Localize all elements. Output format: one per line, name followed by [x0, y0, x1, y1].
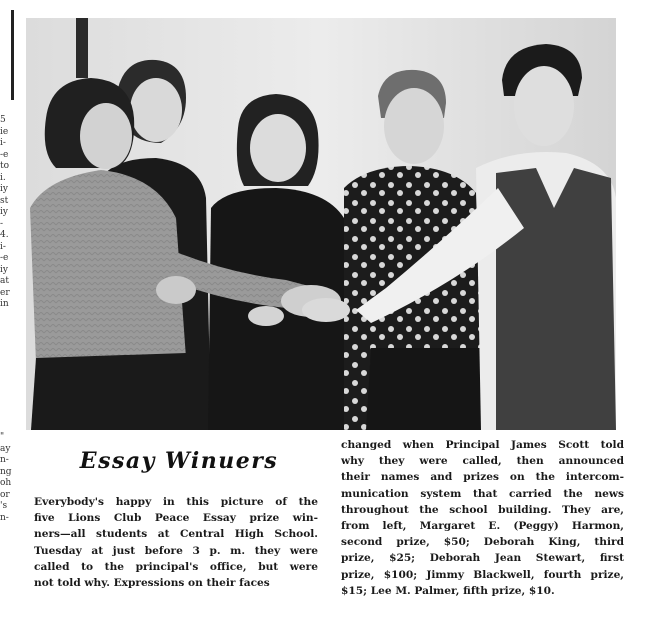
text-fragment: i. [0, 172, 6, 183]
adjacent-column-fragments [0, 115, 20, 311]
article-line: throughout the school building. They are, [341, 503, 624, 516]
text-fragment: n- [0, 512, 9, 523]
text-fragment: oh [0, 478, 12, 488]
article-line: called to the principal's office, but were [34, 560, 318, 573]
article-line: Everybody's happy in this picture of the [34, 496, 318, 508]
text-fragment: ie [0, 126, 9, 137]
article-line: prize, $25; Deborah Jean Stewart, first [341, 552, 624, 565]
text-fragment: n- [0, 455, 9, 465]
text-fragment: ng [0, 466, 12, 477]
text-fragment: -e [0, 253, 9, 263]
text-fragment: er [0, 287, 10, 298]
article-line: changed when Principal James Scott told [341, 439, 624, 451]
article-body-left [34, 494, 318, 591]
article-line: their names and prizes on the intercom- [341, 471, 624, 484]
text-fragment: 4. [0, 230, 9, 240]
background-pole [76, 18, 88, 78]
text-fragment: ay [0, 443, 11, 454]
article-line: five Lions Club Peace Essay prize win- [34, 512, 318, 525]
text-fragment: - [0, 218, 4, 229]
text-fragment: 's [0, 501, 8, 511]
text-fragment: iy [0, 264, 8, 275]
column-rule [11, 10, 14, 100]
article-line: not told why. Expressions on their faces [34, 577, 270, 590]
text-fragment: 5 [0, 115, 6, 125]
text-fragment: at [0, 276, 9, 286]
text-fragment: or [0, 489, 10, 500]
article-line: ners—all students at Central High School. [34, 528, 318, 541]
group-photo [26, 18, 616, 430]
article-line: $15; Lee M. Palmer, fifth prize, $10. [341, 584, 555, 597]
article-line: why they were called, then announced [341, 455, 624, 468]
text-fragment: st [0, 195, 9, 206]
text-fragment: in [0, 299, 9, 309]
article-line: munication system that carried the news [341, 487, 624, 500]
article-line: prize, $100; Jimmy Blackwell, fourth prize, [341, 568, 624, 581]
adjacent-column-fragments-lower [0, 432, 20, 524]
text-fragment: " [0, 432, 5, 442]
text-fragment: iy [0, 184, 8, 194]
text-fragment: i- [0, 138, 6, 148]
article-line: Tuesday at just before 3 p. m. they were [34, 544, 318, 557]
headline: Essay Winuers [79, 448, 279, 474]
text-fragment: iy [0, 207, 8, 217]
article-line: from left, Margaret E. (Peggy) Harmon, [341, 520, 624, 533]
text-fragment: -e [0, 149, 9, 160]
article-line: second prize, $50; Deborah King, third [341, 536, 624, 549]
text-fragment: to [0, 161, 10, 171]
article-body-right [341, 437, 624, 599]
text-fragment: i- [0, 241, 6, 252]
